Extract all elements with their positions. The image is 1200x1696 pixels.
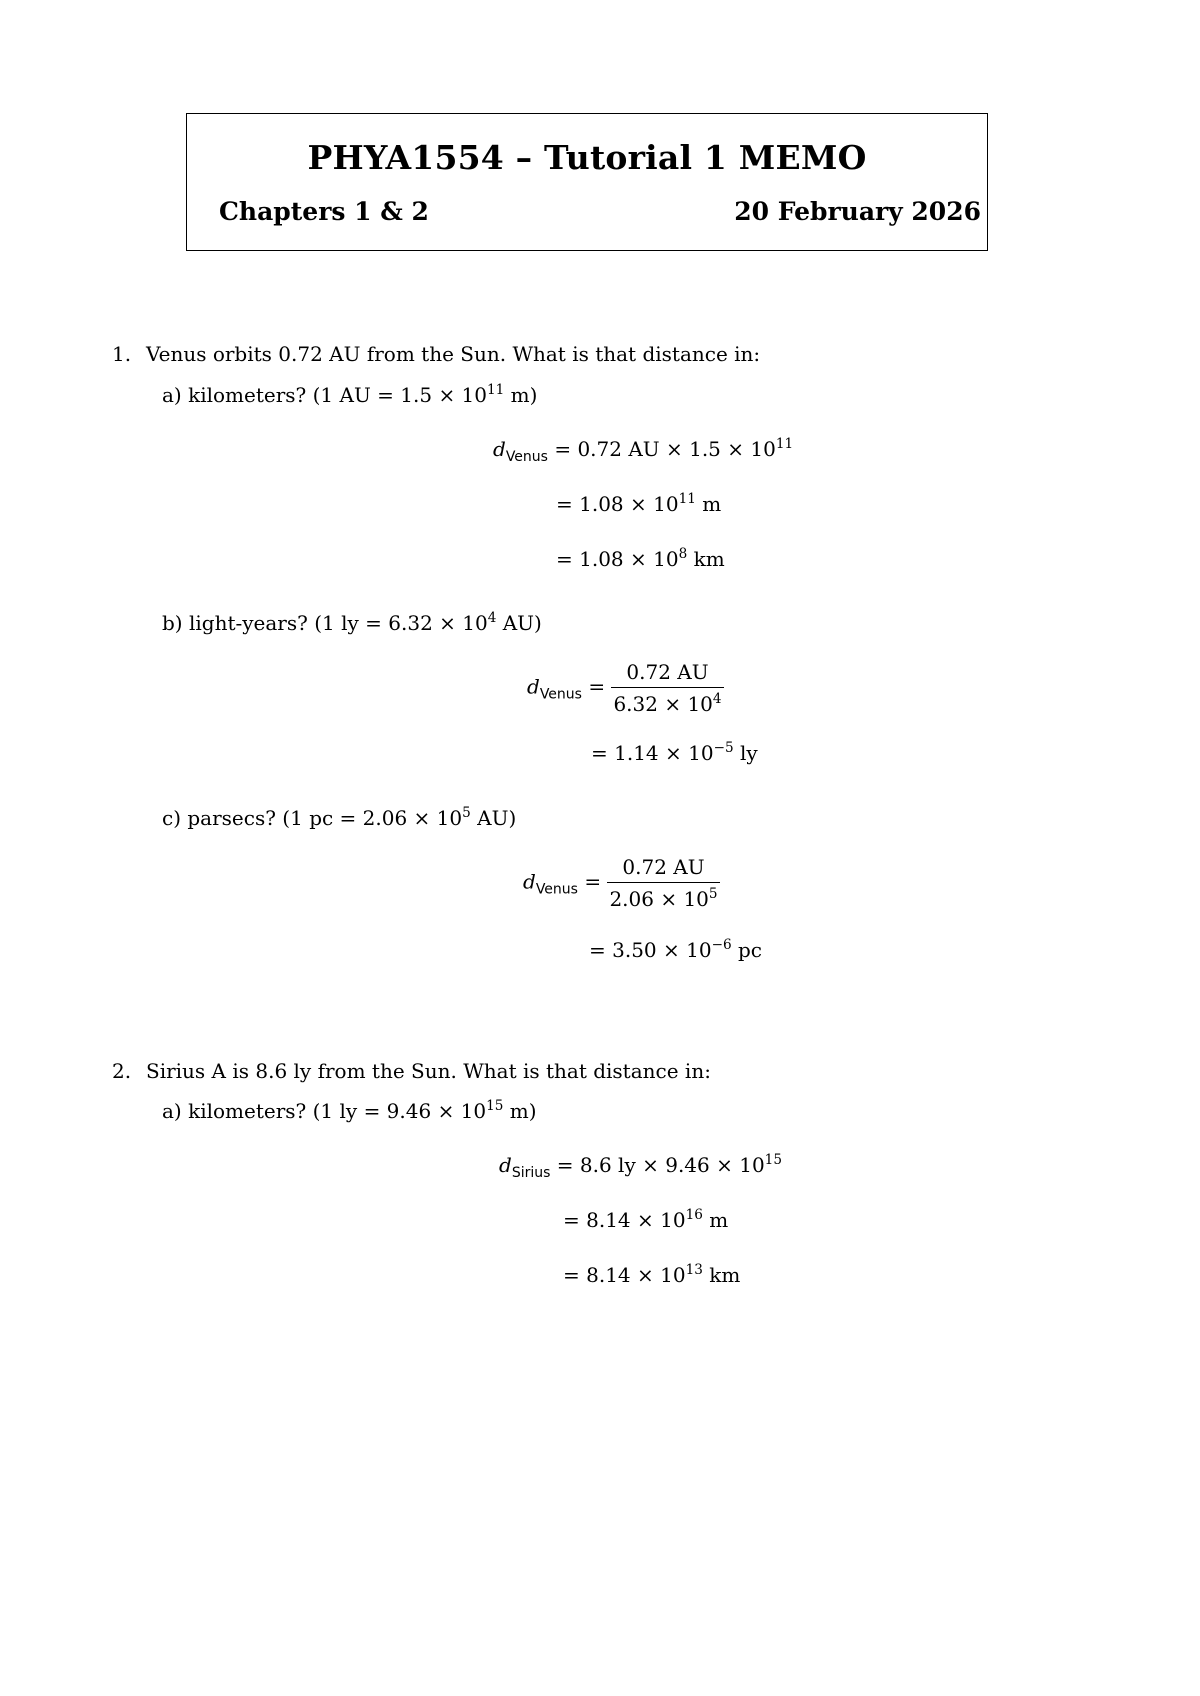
question-1b-prompt <box>162 609 542 635</box>
prompt-exponent: 4 <box>487 609 497 626</box>
result-text: = 3.50 × 10 <box>589 938 712 962</box>
step-unit: m <box>695 492 722 516</box>
question-2a-step-1 <box>499 1151 782 1181</box>
question-1c-prompt <box>162 804 517 830</box>
equals-sign: = <box>588 674 606 699</box>
denominator-text: 2.06 × 10 <box>609 887 709 911</box>
variable: d <box>527 674 540 699</box>
result-unit: pc <box>731 938 762 962</box>
denominator-exponent: 4 <box>712 690 722 707</box>
step-text: = 8.14 × 10 <box>563 1208 686 1232</box>
step-exponent: 13 <box>685 1261 703 1278</box>
result-exponent: −6 <box>711 936 732 953</box>
step-text: = 8.6 ly × 9.46 × 10 <box>556 1153 765 1177</box>
step-exponent: 11 <box>775 435 794 452</box>
prompt-exponent: 11 <box>487 381 505 398</box>
chapters-label: Chapters 1 & 2 <box>219 197 429 226</box>
step-unit: km <box>702 1263 741 1287</box>
step-exponent: 15 <box>764 1151 782 1168</box>
question-1a-prompt <box>162 381 538 407</box>
prompt-text: kilometers? (1 ly = 9.46 × 10 <box>188 1099 487 1123</box>
fraction <box>607 855 719 911</box>
variable-subscript: Venus <box>539 686 582 703</box>
question-2a-prompt <box>162 1097 537 1123</box>
denominator-exponent: 5 <box>708 885 718 902</box>
step-exponent: 16 <box>685 1206 703 1223</box>
question-2a-step-3 <box>563 1261 741 1287</box>
step-exponent: 11 <box>678 490 696 507</box>
question-2-text: Sirius A is 8.6 ly from the Sun. What is that distance in: <box>146 1059 711 1083</box>
result-text: = 1.14 × 10 <box>591 741 714 765</box>
question-1-number: 1. <box>112 342 132 366</box>
step-unit: km <box>687 547 725 571</box>
page-title: PHYA1554 – Tutorial 1 MEMO <box>307 138 867 177</box>
question-1b-fraction-equation <box>527 660 724 716</box>
part-label: a) <box>162 383 182 407</box>
fraction-numerator: 0.72 AU <box>611 660 723 688</box>
question-2-number: 2. <box>112 1059 132 1083</box>
prompt-text: kilometers? (1 AU = 1.5 × 10 <box>188 383 488 407</box>
fraction-denominator <box>611 688 723 716</box>
question-1c-result <box>589 936 762 962</box>
prompt-text: parsecs? (1 pc = 2.06 × 10 <box>187 806 463 830</box>
question-1-text: Venus orbits 0.72 AU from the Sun. What is that distance in: <box>146 342 761 366</box>
title-box <box>186 113 988 251</box>
variable: d <box>523 869 536 894</box>
prompt-unit: AU) <box>470 806 517 830</box>
question-1b-result <box>591 739 758 765</box>
question-1a-step-3 <box>556 545 725 571</box>
prompt-text: light-years? (1 ly = 6.32 × 10 <box>188 611 488 635</box>
result-exponent: −5 <box>713 739 734 756</box>
part-label: a) <box>162 1099 182 1123</box>
question-1a-step-2 <box>556 490 722 516</box>
variable-subscript: Venus <box>505 448 548 465</box>
step-text: = 0.72 AU × 1.5 × 10 <box>554 437 776 461</box>
step-exponent: 8 <box>678 545 688 562</box>
part-label: c) <box>162 806 182 830</box>
prompt-unit: m) <box>503 1099 537 1123</box>
step-text: = 1.08 × 10 <box>556 547 679 571</box>
variable: d <box>493 437 506 461</box>
prompt-exponent: 5 <box>462 804 471 821</box>
step-text: = 8.14 × 10 <box>563 1263 686 1287</box>
step-text: = 1.08 × 10 <box>556 492 679 516</box>
question-1a-step-1 <box>493 435 794 465</box>
question-1c-fraction-equation <box>523 855 720 911</box>
part-label: b) <box>162 611 183 635</box>
variable-subscript: Sirius <box>511 1164 551 1181</box>
prompt-exponent: 15 <box>486 1097 504 1114</box>
variable: d <box>499 1153 512 1177</box>
denominator-text: 6.32 × 10 <box>613 692 713 716</box>
prompt-unit: AU) <box>496 611 542 635</box>
fraction-numerator: 0.72 AU <box>607 855 719 883</box>
result-unit: ly <box>733 741 758 765</box>
date-label: 20 February 2026 <box>734 197 981 226</box>
fraction-denominator <box>607 883 719 911</box>
variable-subscript: Venus <box>535 881 578 898</box>
step-unit: m <box>702 1208 729 1232</box>
question-2a-step-2 <box>563 1206 729 1232</box>
prompt-unit: m) <box>504 383 538 407</box>
fraction <box>611 660 723 716</box>
equals-sign: = <box>584 869 602 894</box>
